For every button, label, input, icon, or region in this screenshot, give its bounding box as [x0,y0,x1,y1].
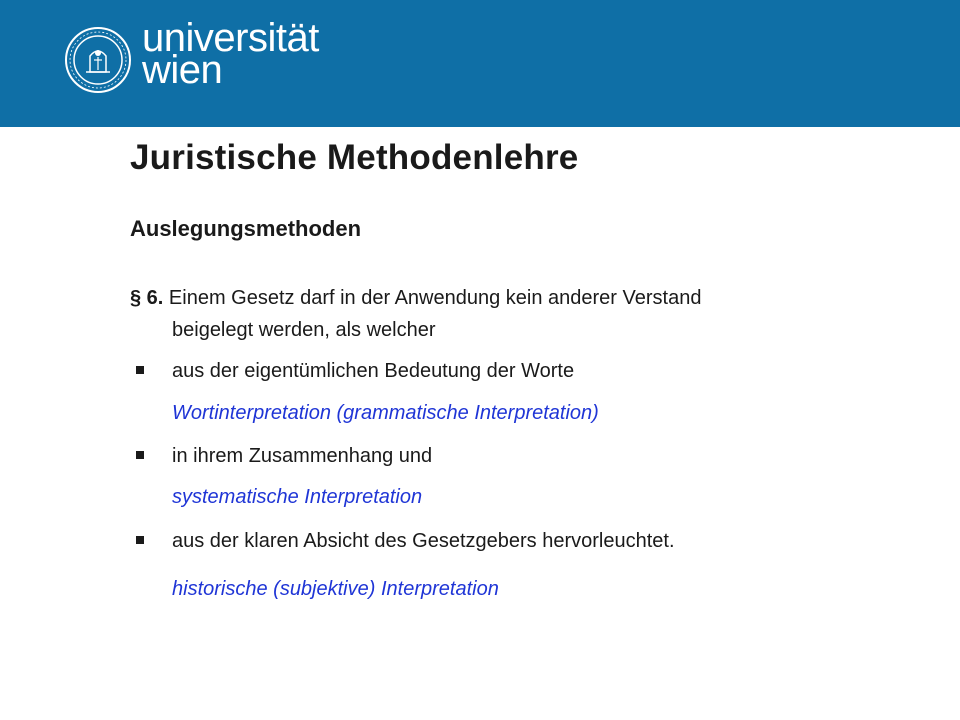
university-seal-icon [64,26,132,94]
list-item-1 [130,360,574,383]
list-item-text: aus der klaren Absicht des Gesetzgebers hervorleuchtet. [172,530,675,552]
section-number: § 6. [130,287,164,309]
university-logo-text [142,16,319,92]
legal-paragraph [130,282,890,346]
list-item-2 [130,445,432,468]
slide-subtitle: Auslegungsmethoden [130,216,362,241]
slide-title: Juristische Methodenlehre [130,138,579,177]
list-item-text: in ihrem Zusammenhang und [172,445,433,467]
interpretation-label-3: historische (subjektive) Interpretation [172,578,499,600]
bullet-square-icon [136,536,144,544]
header-bar [0,0,960,127]
bullet-square-icon [136,451,144,459]
logo-line-universitaet: universität [142,16,319,60]
list-item-text: aus der eigentümlichen Bedeutung der Worte [172,360,575,382]
interpretation-label-1: Wortinterpretation (grammatische Interpretation) [172,402,599,424]
interpretation-label-2: systematische Interpretation [172,486,423,508]
logo-line-wien: wien [142,48,223,92]
paragraph-line-1: Einem Gesetz darf in der Anwendung kein anderer Verstand [168,287,702,309]
bullet-square-icon [136,366,144,374]
paragraph-line-2: beigelegt werden, als welcher [172,319,436,341]
list-item-3 [130,530,675,553]
